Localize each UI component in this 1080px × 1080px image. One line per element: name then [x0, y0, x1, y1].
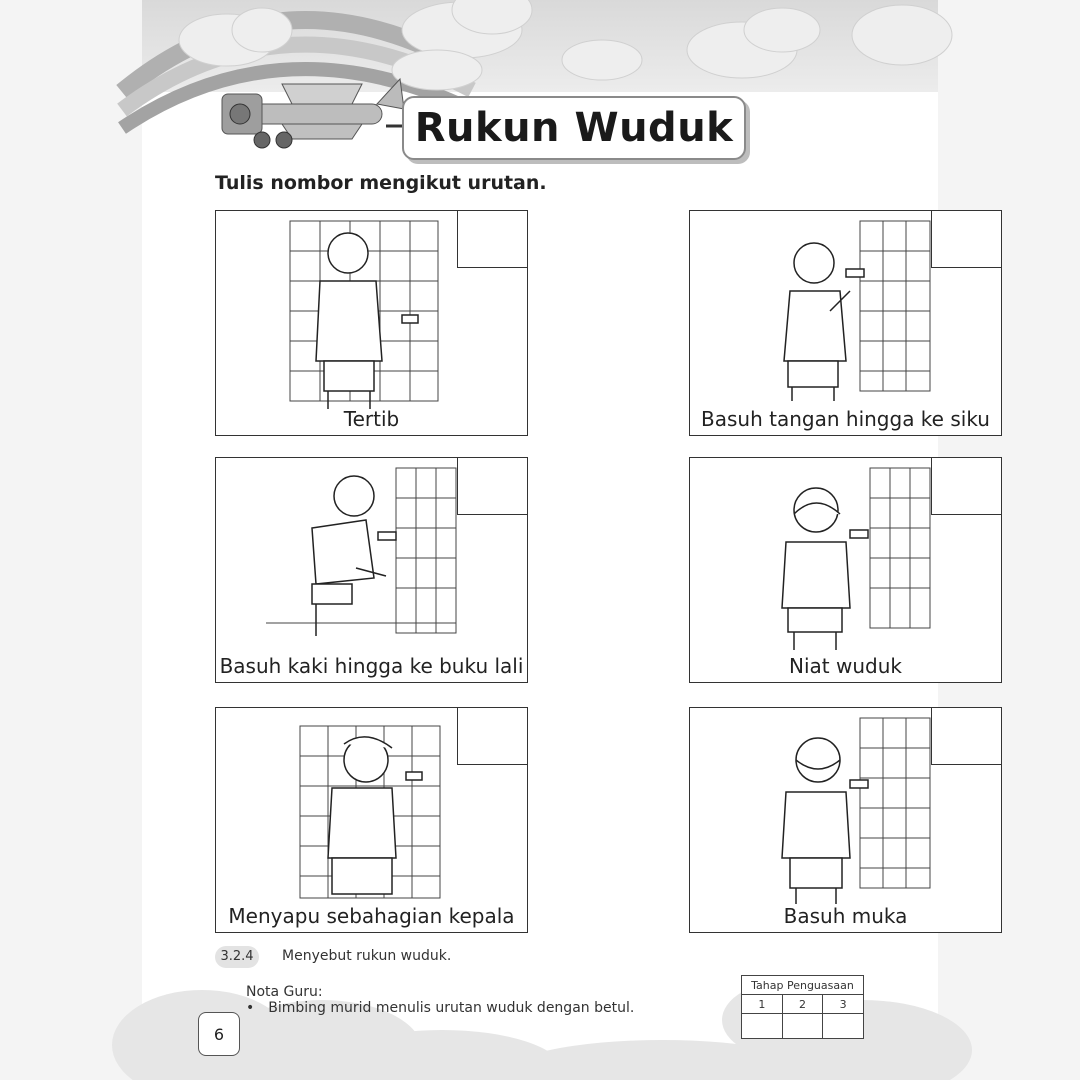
panel-3 [215, 457, 528, 683]
panel-6 [689, 707, 1002, 933]
panel-5 [215, 707, 528, 933]
panel-caption: Menyapu sebahagian kepala [228, 904, 515, 928]
standard-code-badge: 3.2.4 [215, 946, 259, 968]
answer-number-box[interactable] [457, 707, 528, 765]
level-3-label: 3 [823, 995, 864, 1014]
panel-caption: Basuh tangan hingga ke siku [701, 407, 990, 431]
panel-2 [689, 210, 1002, 436]
panel-caption: Tertib [343, 407, 400, 431]
level-1-label: 1 [742, 995, 783, 1014]
level-2-label: 2 [782, 995, 823, 1014]
instruction-text: Tulis nombor mengikut urutan. [215, 172, 547, 194]
teacher-note-text: Bimbing murid menulis urutan wuduk dengan betul. [268, 1000, 635, 1016]
worksheet-page [142, 0, 990, 1080]
panel-4 [689, 457, 1002, 683]
answer-number-box[interactable] [457, 210, 528, 268]
level-3-checkbox[interactable] [823, 1014, 864, 1039]
panel-caption: Niat wuduk [789, 654, 902, 678]
standard-description: Menyebut rukun wuduk. [282, 948, 452, 964]
teacher-note-item [246, 1000, 634, 1016]
title-box [402, 96, 746, 160]
panel-caption: Basuh muka [783, 904, 908, 928]
bullet: • [246, 1000, 255, 1016]
mastery-level-table [741, 975, 864, 1039]
mastery-level-header: Tahap Penguasaan [742, 976, 864, 995]
answer-number-box[interactable] [931, 210, 1002, 268]
answer-number-box[interactable] [931, 707, 1002, 765]
panel-1 [215, 210, 528, 436]
teacher-note-title: Nota Guru: [246, 984, 323, 1000]
answer-number-box[interactable] [931, 457, 1002, 515]
page-title: Rukun Wuduk [414, 105, 734, 151]
airplane-icon [212, 64, 412, 154]
answer-number-box[interactable] [457, 457, 528, 515]
level-1-checkbox[interactable] [742, 1014, 783, 1039]
panel-caption: Basuh kaki hingga ke buku lali [219, 654, 524, 678]
page-number: 6 [198, 1012, 240, 1056]
level-2-checkbox[interactable] [782, 1014, 823, 1039]
